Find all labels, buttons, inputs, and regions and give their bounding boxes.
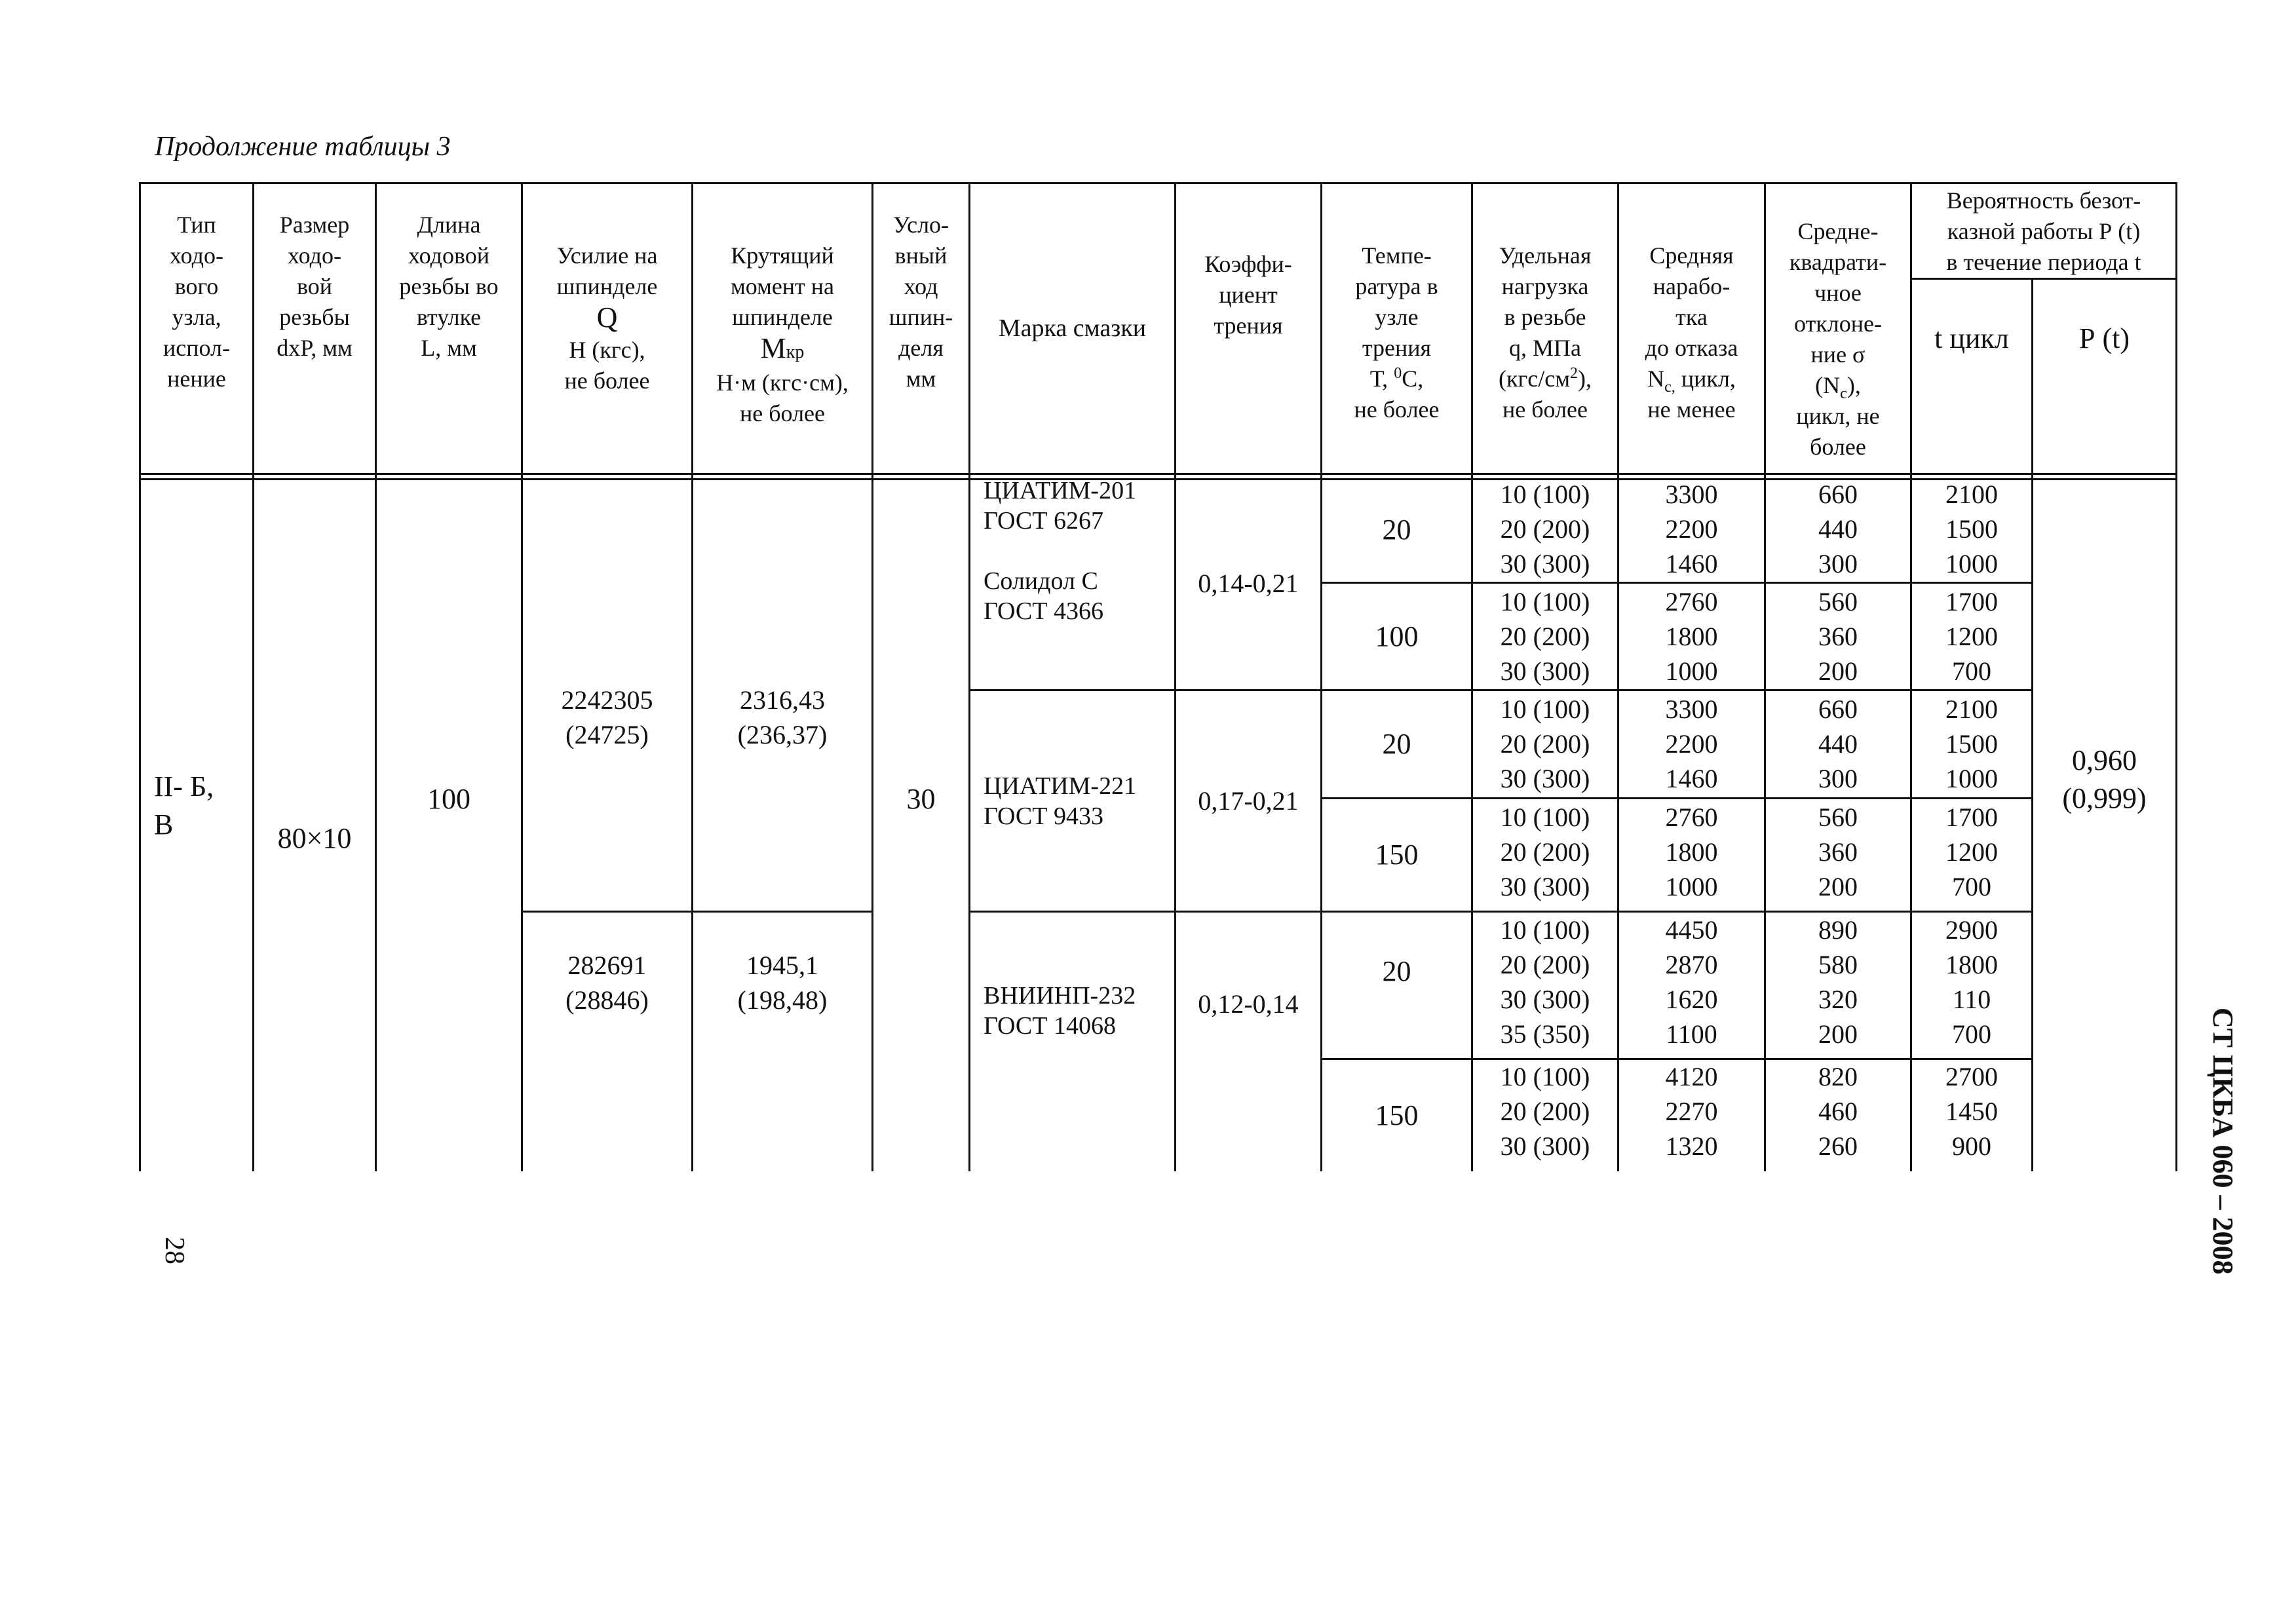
mtbf-value: 2760 <box>1665 587 1718 616</box>
temp-3-1: 20 <box>1382 955 1411 987</box>
load-value: 10 (100) <box>1500 915 1590 945</box>
std-value: 320 <box>1818 985 1858 1014</box>
tcycle-1-2 <box>1912 584 2031 689</box>
mtbf-value: 2200 <box>1665 514 1718 544</box>
header-load-sup: 2 <box>1569 365 1578 382</box>
std-value: 200 <box>1818 1019 1858 1049</box>
body-stroke: 30 <box>906 783 936 815</box>
load-value: 10 (100) <box>1500 480 1590 509</box>
load-value: 10 (100) <box>1500 694 1590 724</box>
mtbf-2-1 <box>1619 692 1764 796</box>
mtbf-value: 1320 <box>1665 1131 1718 1161</box>
std-value: 300 <box>1818 764 1858 793</box>
mtbf-value: 1800 <box>1665 837 1718 867</box>
header-t-cycle: t цикл <box>1934 322 2009 354</box>
body-type: II- Б, В <box>154 770 214 840</box>
load-value: 20 (200) <box>1500 1097 1590 1126</box>
document-code: СТ ЦКБА 060 – 2008 <box>2207 1008 2239 1275</box>
std-value: 560 <box>1818 803 1858 832</box>
header-torque-sub: кр <box>786 342 805 362</box>
temp-2-1: 20 <box>1382 728 1411 760</box>
std-3-2 <box>1766 1059 1910 1163</box>
header-force <box>523 210 691 459</box>
mtbf-3-2 <box>1619 1059 1764 1163</box>
header-thread-size: Размер ходо- вой резьбы dxP, мм <box>277 212 353 361</box>
load-value: 10 (100) <box>1500 803 1590 832</box>
mtbf-value: 1800 <box>1665 622 1718 651</box>
tcycle-3-2 <box>1912 1059 2031 1163</box>
header-temp-degree: 0 <box>1394 365 1402 382</box>
tcycle-value: 700 <box>1952 1019 1991 1049</box>
header-load <box>1473 210 1617 459</box>
mtbf-2-2 <box>1619 800 1764 904</box>
load-value: 10 (100) <box>1500 587 1590 616</box>
load-value: 30 (300) <box>1500 656 1590 686</box>
std-1-1 <box>1766 477 1910 581</box>
header-std-dev <box>1766 185 1910 467</box>
tcycle-value: 2100 <box>1945 480 1998 509</box>
grease-group-2: ЦИАТИМ-221 ГОСТ 9433 <box>984 772 1137 830</box>
mtbf-value: 2200 <box>1665 729 1718 759</box>
load-value: 35 (350) <box>1500 1019 1590 1049</box>
tcycle-value: 700 <box>1952 872 1991 901</box>
grease-group-1: ЦИАТИМ-201 ГОСТ 6267 Солидол С ГОСТ 4366 <box>984 477 1137 625</box>
load-value: 10 (100) <box>1500 1062 1590 1091</box>
mtbf-1-1 <box>1619 477 1764 581</box>
col-border <box>2031 278 2033 1171</box>
std-value: 560 <box>1818 587 1858 616</box>
header-temp-line2: С, не более <box>1354 366 1440 423</box>
header-torque-line2: Н·м (кгс·см), не более <box>716 369 849 426</box>
tcycle-value: 1200 <box>1945 837 1998 867</box>
std-2-2 <box>1766 800 1910 904</box>
loads-1-2 <box>1473 584 1617 689</box>
tcycle-value: 1500 <box>1945 729 1998 759</box>
header-force-symbol: Q <box>596 301 618 333</box>
page-number: 28 <box>159 1237 189 1264</box>
mtbf-value: 3300 <box>1665 694 1718 724</box>
temp-1-2: 100 <box>1375 620 1419 652</box>
body-thread-size: 80×10 <box>277 822 352 854</box>
tcycle-value: 1200 <box>1945 622 1998 651</box>
load-value: 20 (200) <box>1500 950 1590 979</box>
temp-3-2: 150 <box>1375 1099 1419 1131</box>
std-value: 890 <box>1818 915 1858 945</box>
mtbf-1-2 <box>1619 584 1764 689</box>
header-torque <box>693 210 871 459</box>
row-divider <box>523 911 873 913</box>
header-probability-group: Вероятность безот- казной работы Р (t) в течение периода t <box>1946 187 2141 275</box>
temp-1-1: 20 <box>1382 514 1411 546</box>
header-mtbf-line2: цикл, не менее <box>1647 366 1736 423</box>
tcycle-2-1 <box>1912 692 2031 796</box>
mtbf-value: 4120 <box>1665 1062 1718 1091</box>
load-value: 20 (200) <box>1500 622 1590 651</box>
load-value: 30 (300) <box>1500 764 1590 793</box>
std-value: 200 <box>1818 656 1858 686</box>
tcycle-value: 1700 <box>1945 587 1998 616</box>
grease-group-3: ВНИИНП-232 ГОСТ 14068 <box>984 982 1136 1040</box>
header-temperature <box>1322 210 1471 459</box>
header-load-line1: Удельная нагрузка в резьбе q, МПа (кгс/см <box>1499 242 1592 392</box>
tcycle-value: 2900 <box>1945 915 1998 945</box>
header-friction: Коэффи- циент трения <box>1204 251 1292 339</box>
std-value: 360 <box>1818 622 1858 651</box>
loads-3-1 <box>1473 913 1617 1051</box>
header-bottom-border <box>139 473 2175 475</box>
mtbf-value: 1460 <box>1665 549 1718 578</box>
mtbf-3-1 <box>1619 913 1764 1051</box>
tcycle-value: 900 <box>1952 1131 1991 1161</box>
std-value: 820 <box>1818 1062 1858 1091</box>
header-grease: Марка смазки <box>998 314 1147 342</box>
mtbf-value: 4450 <box>1665 915 1718 945</box>
tcycle-value: 1700 <box>1945 803 1998 832</box>
header-torque-line1: Крутящий момент на шпинделе <box>730 242 835 330</box>
std-value: 260 <box>1818 1131 1858 1161</box>
load-value: 30 (300) <box>1500 1131 1590 1161</box>
body-torque-b: 1945,1 (198,48) <box>737 951 828 1015</box>
load-value: 30 (300) <box>1500 549 1590 578</box>
mtbf-value: 3300 <box>1665 480 1718 509</box>
load-value: 20 (200) <box>1500 837 1590 867</box>
body-probability: 0,960 (0,999) <box>2062 744 2147 814</box>
header-mtbf-line1: Средняя нарабо- тка до отказа N <box>1645 242 1738 392</box>
body-torque-a: 2316,43 (236,37) <box>737 685 828 749</box>
header-std-line1: Средне- квадрати- чное отклоне- ние σ (N <box>1789 218 1887 398</box>
tcycle-value: 1500 <box>1945 514 1998 544</box>
load-value: 20 (200) <box>1500 514 1590 544</box>
mtbf-value: 2270 <box>1665 1097 1718 1126</box>
header-torque-symbol: М <box>760 332 786 364</box>
tcycle-3-1 <box>1912 913 2031 1051</box>
header-load-line2: ), не более <box>1502 366 1592 423</box>
mtbf-value: 1000 <box>1665 656 1718 686</box>
temp-2-2: 150 <box>1375 839 1419 871</box>
std-1-2 <box>1766 584 1910 689</box>
header-std-line2: ), цикл, не более <box>1796 372 1880 460</box>
header-mtbf <box>1619 210 1764 459</box>
loads-1-1 <box>1473 477 1617 581</box>
std-value: 300 <box>1818 549 1858 578</box>
header-p-t: Р (t) <box>2079 322 2130 354</box>
header-std-sub: с <box>1840 385 1847 403</box>
std-value: 660 <box>1818 480 1858 509</box>
std-value: 660 <box>1818 694 1858 724</box>
tcycle-value: 110 <box>1952 985 1991 1014</box>
loads-2-2 <box>1473 800 1617 904</box>
col-border <box>2175 182 2177 1171</box>
std-value: 360 <box>1818 837 1858 867</box>
header-type: Тип ходо- вого узла, испол- нение <box>163 212 230 392</box>
std-value: 440 <box>1818 729 1858 759</box>
header-force-line1: Усилие на шпинделе <box>556 242 658 299</box>
tcycle-value: 1800 <box>1945 950 1998 979</box>
mtbf-value: 1000 <box>1665 872 1718 901</box>
body-length: 100 <box>427 783 470 815</box>
tcycle-value: 1000 <box>1945 549 1998 578</box>
tcycle-value: 2100 <box>1945 694 1998 724</box>
header-stroke: Усло- вный ход шпин- деля мм <box>889 212 953 392</box>
friction-group-1: 0,14-0,21 <box>1198 569 1299 598</box>
body-force-b: 282691 (28846) <box>565 951 649 1015</box>
std-2-1 <box>1766 692 1910 796</box>
loads-2-1 <box>1473 692 1617 796</box>
friction-group-2: 0,17-0,21 <box>1198 785 1299 816</box>
tcycle-2-2 <box>1912 800 2031 904</box>
tcycle-value: 1450 <box>1945 1097 1998 1126</box>
mtbf-value: 2760 <box>1665 803 1718 832</box>
header-length: Длина ходовой резьбы во втулке L, мм <box>399 212 499 361</box>
mtbf-value: 1460 <box>1665 764 1718 793</box>
mtbf-value: 1620 <box>1665 985 1718 1014</box>
std-3-1 <box>1766 913 1910 1051</box>
mtbf-value: 1100 <box>1666 1019 1717 1049</box>
std-value: 200 <box>1818 872 1858 901</box>
load-value: 30 (300) <box>1500 872 1590 901</box>
tcycle-1-1 <box>1912 477 2031 581</box>
tcycle-value: 700 <box>1952 656 1991 686</box>
std-value: 460 <box>1818 1097 1858 1126</box>
load-value: 20 (200) <box>1500 729 1590 759</box>
header-temp-line1: Темпе- ратура в узле трения Т, <box>1355 242 1438 392</box>
table-caption: Продолжение таблицы 3 <box>155 132 451 162</box>
tcycle-value: 1000 <box>1945 764 1998 793</box>
header-mtbf-sub: с, <box>1664 379 1675 396</box>
load-value: 30 (300) <box>1500 985 1590 1014</box>
body-force-a: 2242305 (24725) <box>561 685 653 749</box>
loads-3-2 <box>1473 1059 1617 1163</box>
header-force-line2: Н (кгс), не более <box>564 337 650 394</box>
std-value: 580 <box>1818 950 1858 979</box>
friction-group-3: 0,12-0,14 <box>1198 989 1299 1019</box>
mtbf-value: 2870 <box>1665 950 1718 979</box>
std-value: 440 <box>1818 514 1858 544</box>
tcycle-value: 2700 <box>1945 1062 1998 1091</box>
